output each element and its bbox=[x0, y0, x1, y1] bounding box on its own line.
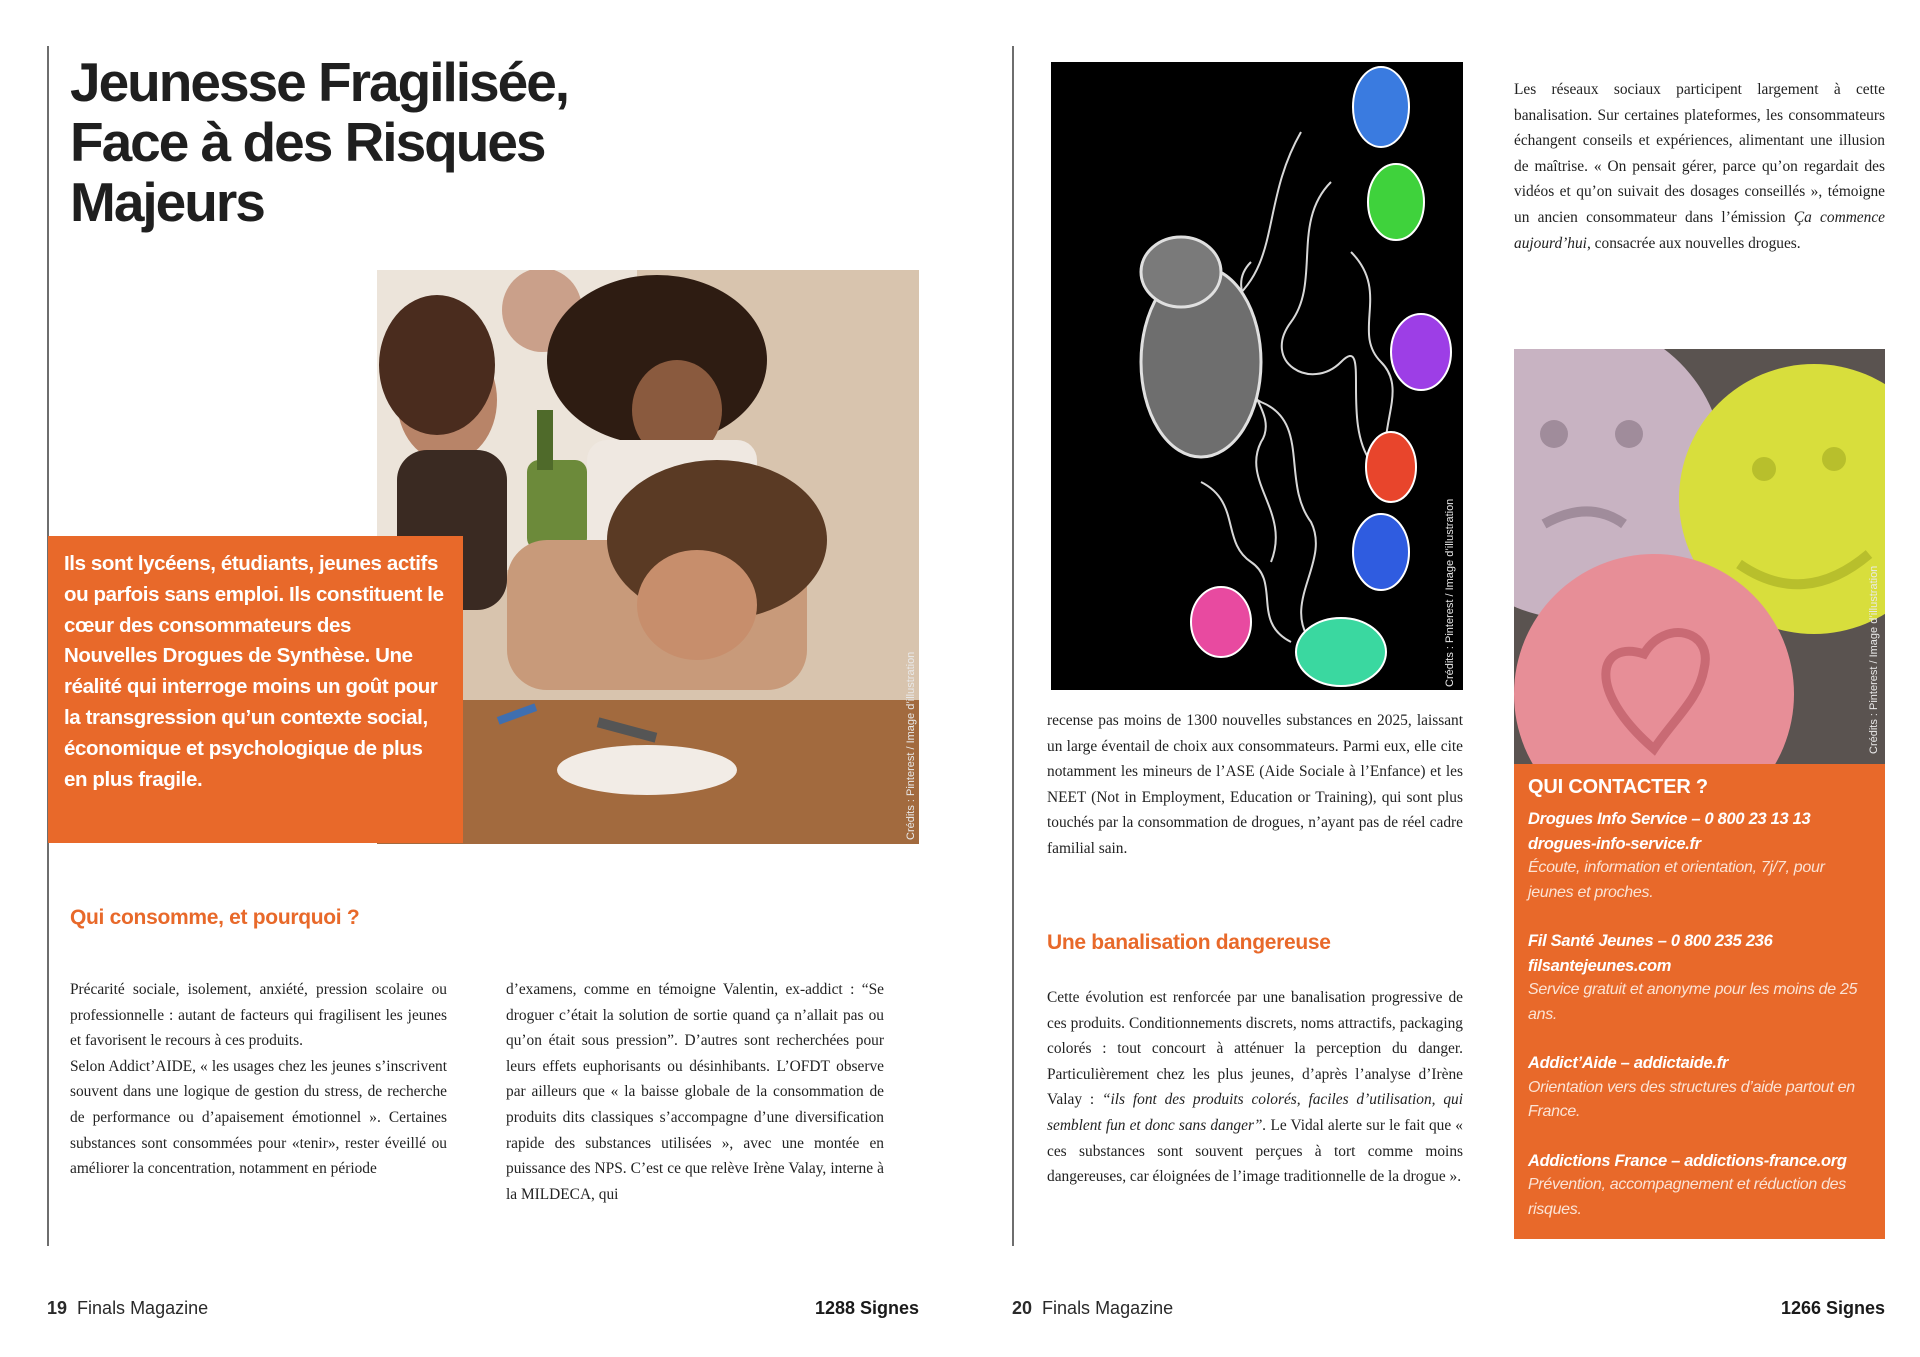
left-footer bbox=[47, 1298, 208, 1319]
left-col1-paragraph-1: Précarité sociale, isolement, anxiété, pression scolaire ou professionnelle : autant de facteurs qui fragilisent les jeunes et favorisent le recours à ces produits. bbox=[70, 981, 447, 1050]
right-column-1-bottom bbox=[1047, 985, 1463, 1190]
right-col1-paragraph-1: recense pas moins de 1300 nouvelles substances en 2025, laissant un large éventail de choix aux consommateurs. Parmi eux, elle cite notamment les mineurs de l’ASE (Aide Sociale à l’Enfance) et les NEET (Not in Employment, Education or Training), qui sont plus touchés par la consommation de drogues, n’ayant pas de réel cadre familial sain. bbox=[1047, 712, 1463, 857]
contact-desc-fil-sante: Service gratuit et anonyme pour les moins de 25 ans. bbox=[1528, 981, 1858, 1023]
left-signes-count: 1288 Signes bbox=[814, 1298, 919, 1318]
contact-desc-addictions-france: Prévention, accompagnement et réduction des risques. bbox=[1528, 1176, 1846, 1218]
lead-box bbox=[48, 536, 463, 843]
right-col2-text-end: , consacrée aux nouvelles drogues. bbox=[1586, 234, 1801, 252]
contact-heading: QUI CONTACTER ? bbox=[1528, 776, 1708, 798]
contact-site-fil-sante[interactable]: filsantejeunes.com bbox=[1528, 956, 1672, 975]
lead-text: Ils sont lycéens, étudiants, jeunes actifs ou parfois sans emploi. Ils constituent le cœur des consommateurs des Nouvelles Drogues de Synthèse. Une réalité qui interroge moins un goût pour la transgression qu’un contexte social, économique et psychologique de plus en plus fragile. bbox=[64, 552, 444, 791]
illustration-credit: Crédits : Pinterest / Image d’illustration bbox=[1444, 498, 1456, 687]
contact-name-addict-aide[interactable]: Addict’Aide – addictaide.fr bbox=[1528, 1054, 1729, 1072]
contact-desc-addict-aide: Orientation vers des structures d’aide partout en France. bbox=[1528, 1078, 1855, 1120]
left-magazine-name: Finals Magazine bbox=[77, 1298, 209, 1318]
contact-entry-fil-sante bbox=[1528, 929, 1871, 1027]
right-page-number: 20 bbox=[1012, 1298, 1033, 1318]
right-page-rule bbox=[1012, 46, 1014, 1246]
pills-photo-graphic bbox=[1514, 349, 1885, 764]
contact-entry-drogues-info bbox=[1528, 807, 1871, 905]
right-col1-paragraph-2 bbox=[1047, 985, 1463, 1190]
right-column-1-top bbox=[1047, 708, 1463, 862]
right-magazine-name: Finals Magazine bbox=[1042, 1298, 1174, 1318]
section-heading-banalisation: Une banalisation dangereuse bbox=[1047, 931, 1331, 954]
contact-name-fil-sante: Fil Santé Jeunes – 0 800 235 236 bbox=[1528, 932, 1773, 950]
right-col2-text-start: Les réseaux sociaux participent largement à cette banalisation. Sur certaines plateformes, les consommateurs échangent conseils et expériences, alimentant une illusion de maîtrise. « On pensait gérer, parce qu’on regardait des vidéos et qu’on suivait des dosages conseillés », témoigne un ancien consommateur dans l’émission bbox=[1514, 81, 1885, 226]
left-column-2 bbox=[506, 977, 884, 1207]
article-title bbox=[70, 52, 690, 232]
contact-entry-addictions-france bbox=[1528, 1149, 1871, 1223]
section-heading-who: Qui consomme, et pourquoi ? bbox=[70, 906, 360, 929]
right-col2-show-title: Ça commence aujourd’hui bbox=[1514, 208, 1885, 252]
right-col1-p2-quote: “ils font des produits colorés, faciles d’utilisation, qui semblent fun et donc sans danger”. bbox=[1047, 1091, 1463, 1134]
contact-entry-addict-aide bbox=[1528, 1051, 1871, 1125]
right-col1-p2-intro: Cette évolution est renforcée par une banalisation progressive de ces produits. Conditionnements discrets, noms attractifs, packaging colorés : tout concourt à atténuer la perception du danger. Particulièrement chez les plus jeunes, d’après l’analyse d’Irène Valay : bbox=[1047, 989, 1463, 1109]
right-signes-count: 1266 Signes bbox=[1780, 1298, 1885, 1318]
left-page-number: 19 bbox=[47, 1298, 68, 1318]
contact-box bbox=[1514, 764, 1885, 1239]
masks-illustration bbox=[1051, 62, 1463, 690]
right-col2-paragraph bbox=[1514, 77, 1885, 256]
contact-desc-drogues-info: Écoute, information et orientation, 7j/7, pour jeunes et proches. bbox=[1528, 859, 1825, 901]
right-footer bbox=[1012, 1298, 1173, 1319]
contact-site-drogues-info[interactable]: drogues-info-service.fr bbox=[1528, 834, 1701, 853]
left-col2-paragraph: d’examens, comme en témoigne Valentin, ex-addict : “Se droguer c’était la solution de sortie quand ça n’allait pas ou qu’on était sous pression”. D’autres sont recherchées pour leurs effets euphorisants ou désinhibants. L’OFDT observe par ailleurs que « la baisse globale de la consommation de produits dits classiques s’accompagne d’une diversification rapide des substances utilisées », avec une montée en puissance des NPS. C’est ce que relève Irène Valay, interne à la MILDECA, qui bbox=[506, 981, 884, 1203]
contact-name-drogues-info: Drogues Info Service – 0 800 23 13 13 bbox=[1528, 810, 1811, 828]
title-line-3: Majeurs bbox=[70, 171, 264, 233]
right-column-2 bbox=[1514, 77, 1885, 256]
pills-credit: Crédits : Pinterest / Image d’illustration bbox=[1868, 565, 1880, 754]
right-col1-p2-end: Le Vidal alerte sur le fait que « ces substances sont souvent perçues à tort comme moins dangereuses, car éloignées de l’image traditionnelle de la drogue ». bbox=[1047, 1116, 1463, 1186]
title-line-1: Jeunesse Fragilisée, bbox=[70, 51, 569, 113]
contact-name-addictions-france[interactable]: Addictions France – addictions-france.org bbox=[1528, 1151, 1847, 1170]
photo-credit: Crédits : Pinterest / Image d’illustration bbox=[905, 651, 917, 840]
masks-illustration-graphic bbox=[1051, 62, 1463, 690]
left-column-1 bbox=[70, 977, 447, 1182]
title-line-2: Face à des Risques bbox=[70, 111, 545, 173]
pills-photo bbox=[1514, 349, 1885, 764]
left-col1-paragraph-2: Selon Addict’AIDE, « les usages chez les jeunes s’inscrivent souvent dans une logique de gestion du stress, de recherche de performance ou d’apaisement émotionnel ». Certaines substances sont consommées pour «tenir», rester éveillé ou améliorer la concentration, notamment en période bbox=[70, 1057, 447, 1178]
